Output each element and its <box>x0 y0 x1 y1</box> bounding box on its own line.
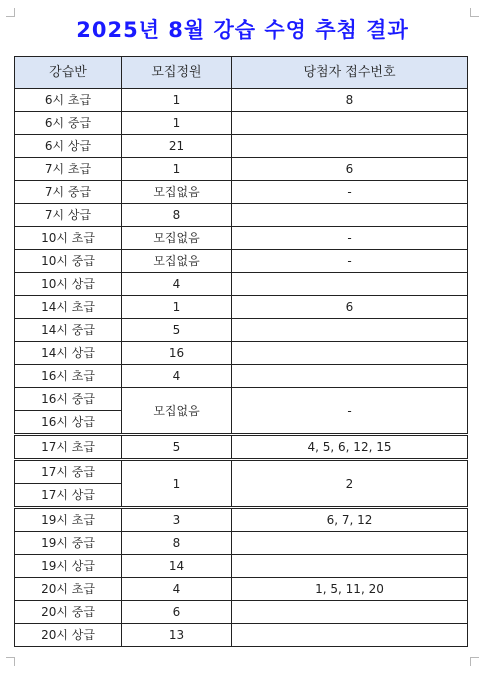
class-cell: 14시 초급 <box>15 296 122 319</box>
quota-cell: 13 <box>122 624 232 647</box>
table-row <box>15 89 468 112</box>
class-cell: 20시 초급 <box>15 578 122 601</box>
class-cell: 16시 중급 <box>15 388 122 411</box>
class-cell: 17시 상급 <box>15 484 122 508</box>
winners-cell <box>232 365 468 388</box>
quota-cell: 1 <box>122 296 232 319</box>
table-row <box>15 342 468 365</box>
winners-cell <box>232 532 468 555</box>
table-row <box>15 555 468 578</box>
page-corner-mark <box>6 657 15 666</box>
winners-cell: 8 <box>232 89 468 112</box>
header-class: 강습반 <box>15 57 122 89</box>
table-row <box>15 460 468 484</box>
quota-cell: 모집없음 <box>122 181 232 204</box>
winners-cell: - <box>232 250 468 273</box>
winners-cell <box>232 273 468 296</box>
table-row <box>15 273 468 296</box>
winners-cell: 6, 7, 12 <box>232 508 468 532</box>
table-row <box>15 578 468 601</box>
class-cell: 10시 초급 <box>15 227 122 250</box>
header-winners: 당첨자 접수번호 <box>232 57 468 89</box>
table-header-row <box>15 57 468 89</box>
winners-cell <box>232 135 468 158</box>
header-quota: 모집정원 <box>122 57 232 89</box>
quota-cell: 4 <box>122 578 232 601</box>
class-cell: 17시 초급 <box>15 435 122 460</box>
class-cell: 6시 초급 <box>15 89 122 112</box>
winners-cell <box>232 112 468 135</box>
winners-cell: 6 <box>232 296 468 319</box>
winners-cell <box>232 601 468 624</box>
quota-cell: 4 <box>122 365 232 388</box>
class-cell: 7시 중급 <box>15 181 122 204</box>
winners-cell: 2 <box>232 460 468 508</box>
quota-cell: 14 <box>122 555 232 578</box>
table-row <box>15 158 468 181</box>
winners-cell: - <box>232 388 468 435</box>
table-row <box>15 532 468 555</box>
winners-cell: 6 <box>232 158 468 181</box>
winners-cell <box>232 624 468 647</box>
table-row <box>15 365 468 388</box>
table-row <box>15 508 468 532</box>
class-cell: 19시 상급 <box>15 555 122 578</box>
quota-cell: 5 <box>122 435 232 460</box>
class-cell: 14시 상급 <box>15 342 122 365</box>
class-cell: 6시 상급 <box>15 135 122 158</box>
class-cell: 19시 초급 <box>15 508 122 532</box>
quota-cell: 8 <box>122 204 232 227</box>
table-row <box>15 112 468 135</box>
winners-cell <box>232 555 468 578</box>
quota-cell: 모집없음 <box>122 227 232 250</box>
class-cell: 7시 상급 <box>15 204 122 227</box>
class-cell: 17시 중급 <box>15 460 122 484</box>
quota-cell: 8 <box>122 532 232 555</box>
page-corner-mark <box>470 657 479 666</box>
class-cell: 16시 초급 <box>15 365 122 388</box>
quota-cell: 1 <box>122 158 232 181</box>
quota-cell: 모집없음 <box>122 388 232 435</box>
winners-cell <box>232 342 468 365</box>
class-cell: 10시 상급 <box>15 273 122 296</box>
quota-cell: 4 <box>122 273 232 296</box>
winners-cell: - <box>232 181 468 204</box>
table-row <box>15 296 468 319</box>
table-row <box>15 204 468 227</box>
table-row <box>15 227 468 250</box>
class-cell: 20시 중급 <box>15 601 122 624</box>
winners-cell: - <box>232 227 468 250</box>
winners-cell: 1, 5, 11, 20 <box>232 578 468 601</box>
class-cell: 10시 중급 <box>15 250 122 273</box>
quota-cell: 1 <box>122 112 232 135</box>
class-cell: 14시 중급 <box>15 319 122 342</box>
table-row <box>15 135 468 158</box>
quota-cell: 16 <box>122 342 232 365</box>
table-row <box>15 601 468 624</box>
quota-cell: 1 <box>122 460 232 508</box>
page-title: 2025년 8월 강습 수영 추첨 결과 <box>76 18 409 42</box>
class-cell: 20시 상급 <box>15 624 122 647</box>
quota-cell: 1 <box>122 89 232 112</box>
quota-cell: 21 <box>122 135 232 158</box>
table-row <box>15 181 468 204</box>
winners-cell <box>232 204 468 227</box>
quota-cell: 3 <box>122 508 232 532</box>
quota-cell: 모집없음 <box>122 250 232 273</box>
table-row <box>15 624 468 647</box>
table-row <box>15 319 468 342</box>
table-row <box>15 435 468 460</box>
class-cell: 6시 중급 <box>15 112 122 135</box>
quota-cell: 5 <box>122 319 232 342</box>
class-cell: 19시 중급 <box>15 532 122 555</box>
class-cell: 7시 초급 <box>15 158 122 181</box>
winners-cell <box>232 319 468 342</box>
table-row <box>15 250 468 273</box>
table-row <box>15 388 468 411</box>
quota-cell: 6 <box>122 601 232 624</box>
results-table <box>14 56 468 647</box>
class-cell: 16시 상급 <box>15 411 122 435</box>
winners-cell: 4, 5, 6, 12, 15 <box>232 435 468 460</box>
